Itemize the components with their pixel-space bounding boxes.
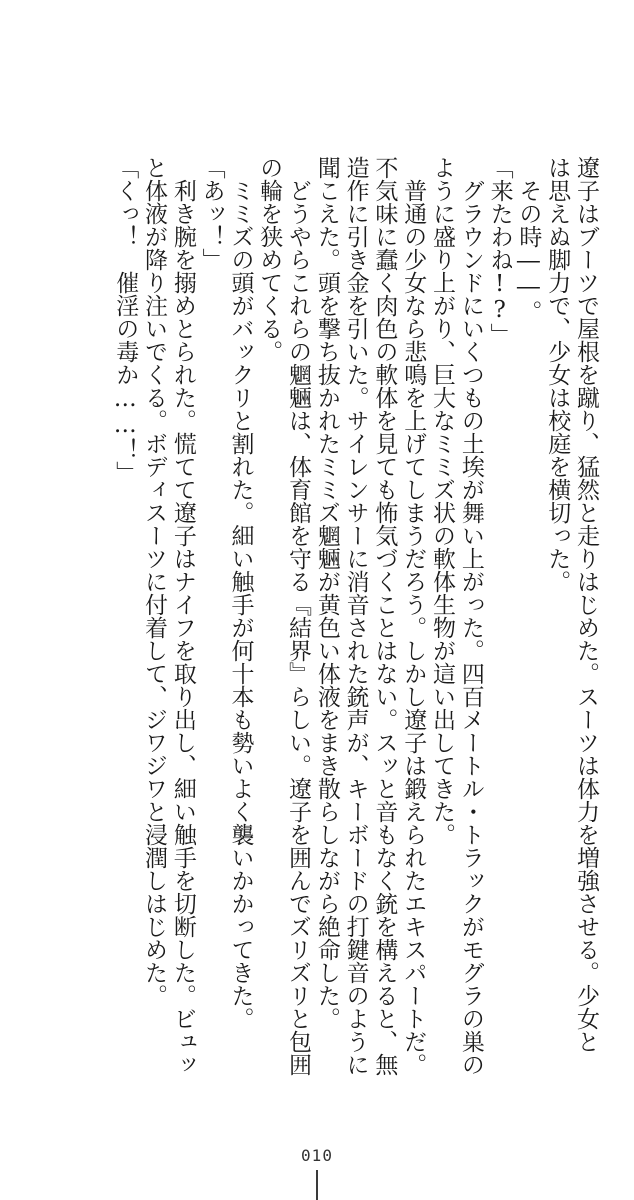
text-line: 造作に引き金を引いた。サイレンサーに消音された銃声が、キーボードの打鍵音のように [342, 156, 369, 1076]
text-line: ように盛り上がり、巨大なミミズ状の軟体生物が這い出してきた。 [429, 156, 456, 846]
text-line: その時――。 [515, 156, 542, 323]
text-line: 利き腕を搦めとられた。慌てて遼子はナイフを取り出し、細い触手を切断した。ビュッ [169, 156, 196, 1076]
text-line: 「来たわね!?」 [486, 156, 513, 346]
text-line: と体液が降り注いでくる。ボディスーツに付着して、ジワジワと浸潤しはじめた。 [141, 156, 168, 1007]
text-line: 聞こえた。頭を撃ち抜かれたミミズ魍魎が黄色い体液をまき散らしながら絶命した。 [313, 156, 340, 1030]
binding-line [316, 1170, 318, 1200]
text-line: 「くっ！ 催淫の毒か……！」 [112, 156, 139, 484]
text-line: 「あッ！」 [198, 156, 225, 271]
page-number: 010 [301, 1146, 333, 1165]
text-line: 不気味に蠢く肉色の軟体を見ても怖気づくことはない。スッと音もなく銃を構えると、無 [371, 156, 398, 1076]
text-line: ミミズの頭がバックリと割れた。細い触手が何十本も勢いよく襲いかかってきた。 [227, 156, 254, 1030]
text-line: 遼子はブーツで屋根を蹴り、猛然と走りはじめた。スーツは体力を増強させる。少女と [573, 156, 599, 1053]
text-line: の輪を狭めてくる。 [256, 156, 283, 363]
body-text [110, 156, 600, 1076]
text-line: グラウンドにいくつもの土埃が舞い上がった。四百メートル・トラックがモグラの巣の [457, 156, 484, 1076]
text-line: どうやらこれらの魍魎は、体育館を守る『結界』らしい。遼子を囲んでズリズリと包囲 [285, 156, 312, 1076]
text-line: 普通の少女なら悲鳴を上げてしまうだろう。しかし遼子は鍛えられたエキスパートだ。 [400, 156, 427, 1076]
text-line: は思えぬ脚力で、少女は校庭を横切った。 [544, 156, 571, 593]
